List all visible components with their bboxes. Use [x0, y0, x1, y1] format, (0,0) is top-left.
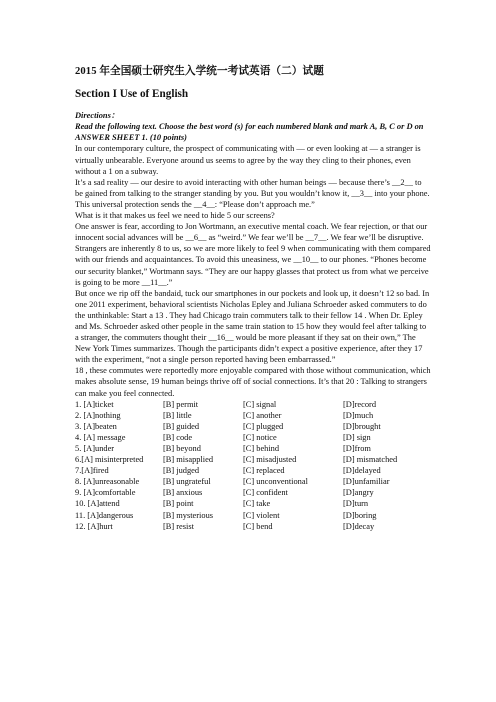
option-a: 2. [A]nothing [75, 410, 121, 420]
option-b: [B] beyond [163, 444, 201, 453]
option-c: [C] misadjusted [243, 455, 297, 465]
option-c: [C] take [243, 499, 271, 509]
exam-title: 2015 年全国硕士研究生入学统一考试英语（二）试题 [75, 66, 324, 77]
option-b: [B] resist [163, 521, 194, 531]
option-d: [D]record [343, 399, 377, 409]
passage [75, 143, 431, 398]
option-b: [B] little [163, 410, 192, 420]
option-b: [B] judged [163, 466, 200, 476]
option-b: [B] permit [163, 399, 199, 409]
option-a: 7.[A]fired [75, 466, 109, 476]
option-c: [C] plugged [243, 421, 284, 431]
option-b: [B] ungrateful [163, 477, 211, 487]
option-c: [C] signal [243, 399, 277, 409]
option-d: [D] sign [343, 432, 371, 442]
directions-text: Read the following text. Choose the best word (s) for each numbered blank and mark A, B, C or D on ANSWER SHEET 1. (10 points) [75, 122, 424, 143]
option-c: [C] notice [243, 432, 277, 442]
option-a: 3. [A]beaten [75, 421, 117, 431]
option-c: [C] bend [243, 521, 273, 531]
option-row [75, 465, 431, 476]
option-d: [D]angry [343, 488, 374, 498]
option-row [75, 487, 431, 498]
option-d: [D]turn [343, 499, 369, 509]
option-a: 1. [A]ticket [75, 399, 114, 409]
option-row [75, 521, 431, 532]
passage-paragraph: But once we rip off the bandaid, tuck our smartphones in our pockets and look up, it doesn’t 12 so bad. In one 2011 experiment, behavioral scientists Nicholas Epley and Juliana Schroeder asked commuters to do the unthinkable: Start a 13 . They had Chicago train commuters talk to their fellow 14 . When Dr. Epley and Ms. Schroeder asked other people in the same train station to 15 how they would feel after talking to a stranger, the commuters thought their __16__ would be more pleasant if they sat on their own,” The New York Times summarizes. Though the participants didn’t expect a positive experience, after they 17 with the experiment, “not a single person reported having been embarrassed.” [75, 288, 430, 365]
option-a: 11. [A]dangerous [75, 510, 134, 520]
option-row [75, 498, 431, 509]
option-b: [B] guided [163, 421, 200, 431]
option-a: 9. [A]comfortable [75, 488, 136, 498]
option-a: 4. [A] message [75, 432, 126, 442]
option-d: [D]brought [343, 421, 381, 431]
section-heading: Section I Use of English [75, 88, 189, 101]
option-b: [B] anxious [163, 488, 203, 498]
option-row [75, 432, 431, 443]
directions [75, 110, 431, 143]
option-a: 12. [A]hurt [75, 521, 113, 531]
exam-page [75, 66, 431, 532]
option-row [75, 510, 431, 521]
option-a: 6.[A] misinterpreted [75, 455, 144, 465]
option-row [75, 476, 431, 487]
option-d: [D]delayed [343, 466, 381, 476]
option-d: [D]boring [343, 510, 377, 520]
option-c: [C] violent [243, 510, 280, 520]
option-row [75, 399, 431, 410]
option-c: [C] behind [243, 444, 280, 453]
option-d: [D]much [343, 410, 374, 420]
option-b: [B] misapplied [163, 455, 214, 465]
option-a: 5. [A]under [75, 444, 115, 453]
option-c: [C] replaced [243, 466, 285, 476]
option-c: [C] unconventional [243, 477, 308, 487]
option-b: [B] point [163, 499, 194, 509]
passage-paragraph: What is it that makes us feel we need to hide 5 our screens? [75, 211, 275, 221]
option-row [75, 454, 431, 465]
option-a: 8. [A]unreasonable [75, 477, 140, 487]
option-row [75, 410, 431, 421]
option-d: [D] mismatched [343, 455, 398, 465]
option-d: [D]from [343, 444, 371, 453]
passage-paragraph: It’s a sad reality — our desire to avoid interacting with other human beings — because there’s __2__ to be gained from talking to the stranger standing by you. But you wouldn’t know it, __3__ into your phone. This universal protection sends the __4__: “Please don’t approach me.” [75, 177, 430, 209]
passage-paragraph: In our contemporary culture, the prospect of communicating with — or even looking at — a stranger is virtually unbearable. Everyone around us seems to agree by the way they cling to their phones, even without a 1 on a subway. [75, 144, 421, 176]
option-d: [D]decay [343, 521, 375, 531]
option-a: 10. [A]attend [75, 499, 120, 509]
option-c: [C] confident [243, 488, 288, 498]
option-d: [D]unfamiliar [343, 477, 390, 487]
passage-paragraph: One answer is fear, according to Jon Wortmann, an executive mental coach. We fear rejection, or that our innocent social advances will be __6__ as “weird.” We fear we’ll be __7__. We fear we’ll be disruptive. [75, 222, 428, 243]
directions-label: Directions： [75, 111, 120, 121]
option-b: [B] code [163, 432, 193, 442]
option-row [75, 421, 431, 432]
options-list [75, 399, 431, 532]
passage-paragraph: Strangers are inherently 8 to us, so we are more likely to feel 9 when communicating with them compared with our friends and acquaintances. To avoid this uneasiness, we __10__ to our phones. “Phones become our security blanket,” Wortmann says. “They are our happy glasses that protect us from what we perceive is going to be more __11__.” [75, 244, 431, 287]
option-c: [C] another [243, 410, 282, 420]
passage-paragraph: 18 , these commutes were reportedly more enjoyable compared with those without communication, which makes absolute sense, 19 human beings thrive off of social connections. It’s that 20 : Talking to strangers can make you feel connected. [75, 366, 431, 398]
option-b: [B] mysterious [163, 510, 214, 520]
option-row [75, 443, 431, 454]
